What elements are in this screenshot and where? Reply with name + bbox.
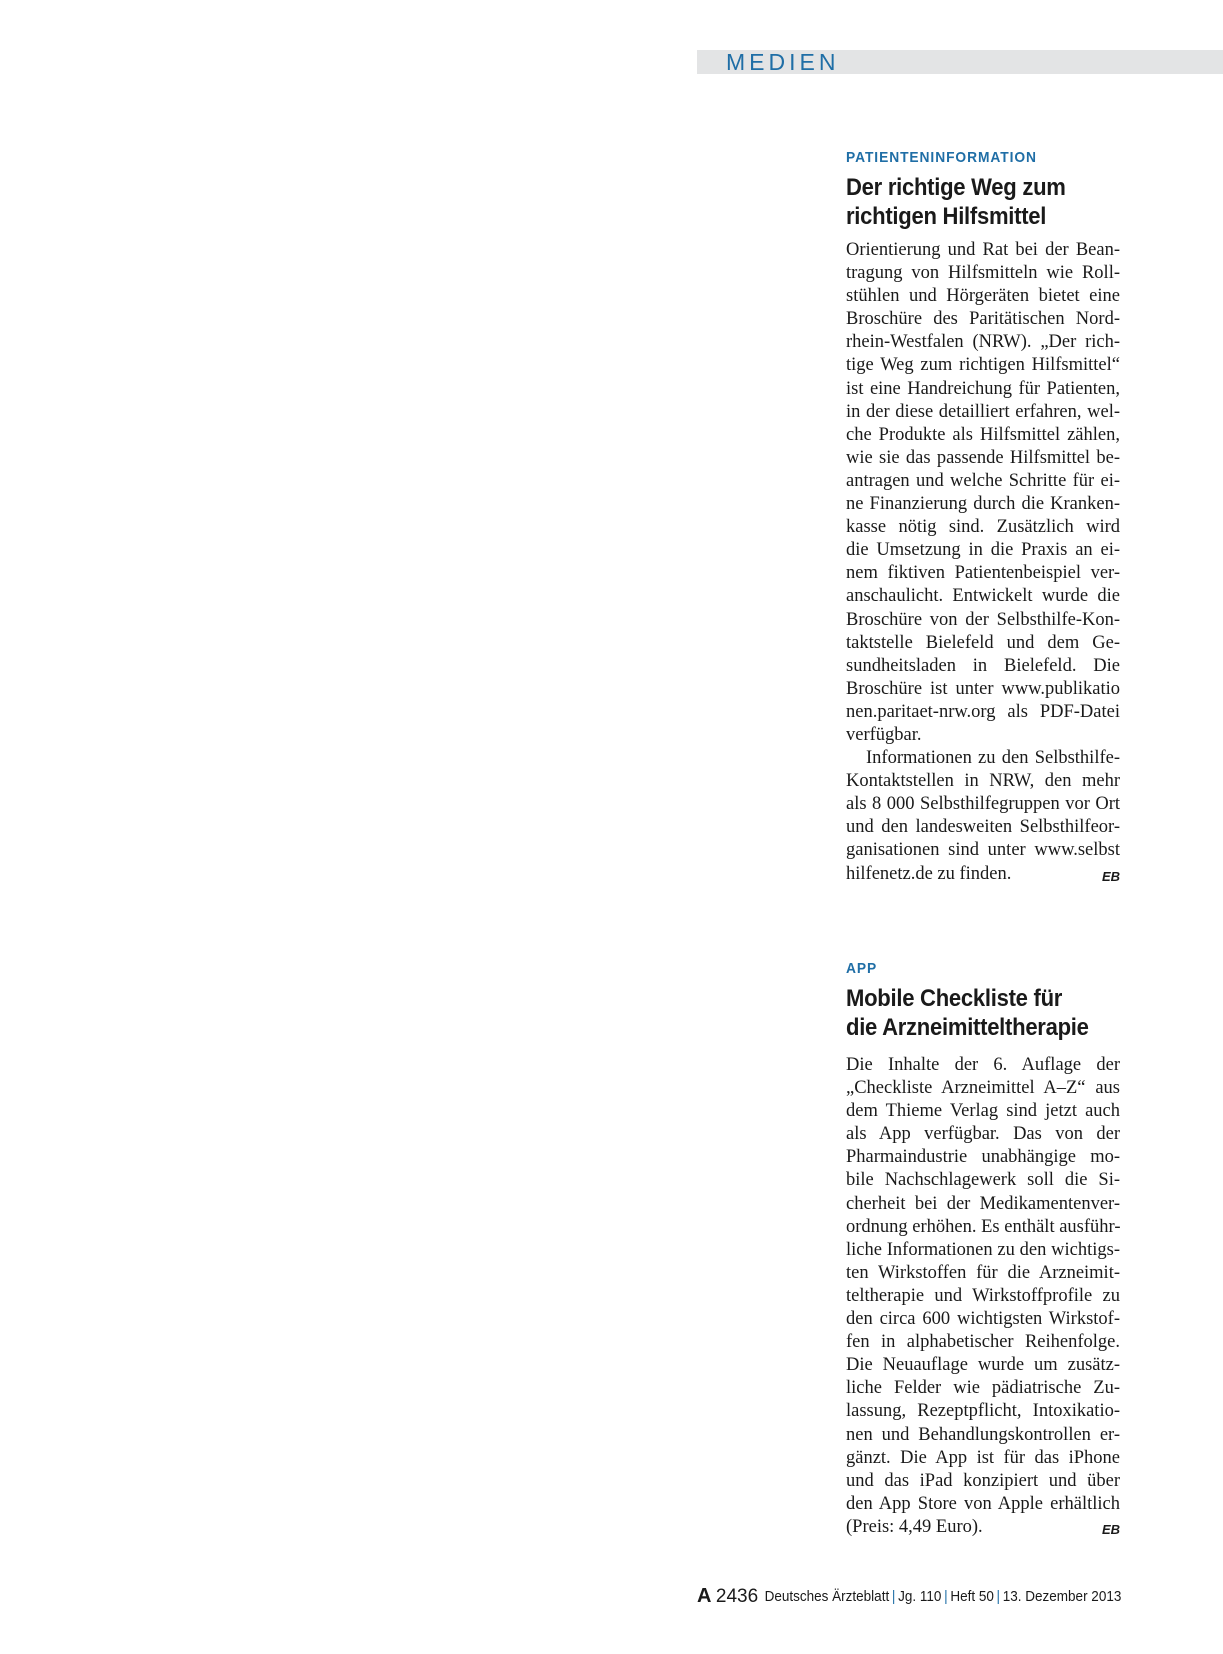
body-line: gänzt. Die App ist für das iPhone xyxy=(846,1447,1120,1468)
body-line: als 8 000 Selbsthilfegruppen vor Ort xyxy=(846,794,1120,815)
page-number: 2436 xyxy=(715,1586,759,1607)
headline-line: die Arzneimitteltherapie xyxy=(846,1014,1089,1041)
body-line-text: (Preis: 4,49 Euro). xyxy=(846,1516,983,1537)
body-line-final xyxy=(846,863,1120,886)
article-kicker: APP xyxy=(846,960,878,977)
body-line: ordnung erhöhen. Es enthält ausführ- xyxy=(846,1216,1121,1237)
separator: | xyxy=(996,1588,1000,1605)
body-line: „Checkliste Arzneimittel A–Z“ aus xyxy=(846,1078,1120,1099)
body-line: und das iPad konzipiert und über xyxy=(846,1470,1120,1491)
body-line: sundheitsladen in Bielefeld. Die xyxy=(846,655,1120,676)
body-line: in der diese detailliert erfahren, wel- xyxy=(846,401,1120,422)
body-line: lassung, Rezeptpflicht, Intoxikatio- xyxy=(846,1401,1120,1422)
body-line: teltherapie und Wirkstoffprofile zu xyxy=(846,1285,1120,1306)
body-line: ist eine Handreichung für Patienten, xyxy=(846,378,1120,399)
body-line: stühlen und Hörgeräten bietet eine xyxy=(846,286,1120,307)
article-app xyxy=(846,960,1120,1539)
issue: Heft 50 xyxy=(949,1588,994,1605)
article-patienteninformation xyxy=(846,149,1120,886)
body-line: nen und Behandlungskontrollen er- xyxy=(846,1424,1120,1445)
body-line: ganisationen sind unter www.selbst xyxy=(846,840,1120,861)
body-line: tragung von Hilfsmitteln wie Roll- xyxy=(846,263,1120,284)
body-line: Pharmaindustrie unabhängige mo- xyxy=(846,1147,1120,1168)
body-line-text: hilfenetz.de zu finden. xyxy=(846,863,1012,884)
separator: | xyxy=(943,1588,948,1605)
body-line: anschaulicht. Entwickelt wurde die xyxy=(846,586,1120,607)
body-line-final xyxy=(846,1516,1120,1539)
body-line: Die Neuauflage wurde um zusätz- xyxy=(846,1355,1120,1376)
author-signature: EB xyxy=(1101,868,1120,884)
body-line: die Umsetzung in die Praxis an ei- xyxy=(846,540,1120,561)
article-body xyxy=(846,239,1120,886)
publication-name: Deutsches Ärzteblatt xyxy=(764,1588,889,1605)
headline-line: Der richtige Weg zum xyxy=(846,174,1066,201)
body-line: liche Felder wie pädiatrische Zu- xyxy=(846,1378,1120,1399)
body-line: ten Wirkstoffen für die Arzneimit- xyxy=(846,1262,1120,1283)
body-line: rhein-Westfalen (NRW). „Der rich- xyxy=(846,332,1120,353)
body-line: den circa 600 wichtigsten Wirkstof- xyxy=(846,1309,1120,1330)
body-line: Broschüre des Paritätischen Nord- xyxy=(846,309,1120,330)
folio-prefix: A xyxy=(697,1585,712,1607)
section-label: MEDIEN xyxy=(726,49,840,75)
article-kicker: PATIENTENINFORMATION xyxy=(846,149,1037,166)
body-line: Die Inhalte der 6. Auflage der xyxy=(846,1055,1120,1075)
body-line: che Produkte als Hilfsmittel zählen, xyxy=(846,424,1120,445)
headline-line: Mobile Checkliste für xyxy=(846,985,1063,1012)
page-footer xyxy=(697,1585,1121,1611)
body-line: dem Thieme Verlag sind jetzt auch xyxy=(846,1101,1120,1122)
body-line: Informationen zu den Selbsthilfe- xyxy=(866,748,1120,769)
volume: Jg. 110 xyxy=(897,1588,942,1605)
body-line: wie sie das passende Hilfsmittel be- xyxy=(846,447,1120,468)
headline-line: richtigen Hilfsmittel xyxy=(846,203,1047,230)
body-line: als App verfügbar. Das von der xyxy=(846,1124,1120,1145)
publication-meta xyxy=(764,1588,1121,1605)
article-headline xyxy=(846,173,1093,231)
body-line: fen in alphabetischer Reihenfolge. xyxy=(846,1332,1120,1353)
body-line: nem fiktiven Patientenbeispiel ver- xyxy=(846,563,1120,584)
author-signature: EB xyxy=(1101,1521,1120,1537)
body-line: und den landesweiten Selbsthilfeor- xyxy=(846,817,1120,838)
body-line: liche Informationen zu den wichtigs- xyxy=(846,1239,1120,1260)
body-line: Broschüre ist unter www.publikatio xyxy=(846,678,1120,699)
issue-date: 13. Dezember 2013 xyxy=(1002,1588,1121,1605)
body-line: tige Weg zum richtigen Hilfsmittel“ xyxy=(846,355,1120,376)
body-line: kasse nötig sind. Zusätzlich wird xyxy=(846,517,1120,538)
body-line: verfügbar. xyxy=(846,724,922,745)
body-line: Orientierung und Rat bei der Bean- xyxy=(846,240,1120,260)
body-line: Kontaktstellen in NRW, den mehr xyxy=(846,771,1120,792)
separator: | xyxy=(891,1588,896,1605)
body-line: Broschüre von der Selbsthilfe-Kon- xyxy=(846,609,1120,630)
body-line: antragen und welche Schritte für ei- xyxy=(846,470,1120,491)
body-line: ne Finanzierung durch die Kranken- xyxy=(846,494,1120,515)
article-body xyxy=(846,1054,1120,1539)
body-line: bile Nachschlagewerk soll die Si- xyxy=(846,1170,1120,1191)
body-line: den App Store von Apple erhältlich xyxy=(846,1493,1120,1514)
article-headline xyxy=(846,984,1093,1042)
body-line: nen.paritaet-nrw.org als PDF-Datei xyxy=(846,701,1120,722)
body-line: taktstelle Bielefeld und dem Ge- xyxy=(846,632,1120,653)
body-line: cherheit bei der Medikamentenver- xyxy=(846,1193,1120,1214)
